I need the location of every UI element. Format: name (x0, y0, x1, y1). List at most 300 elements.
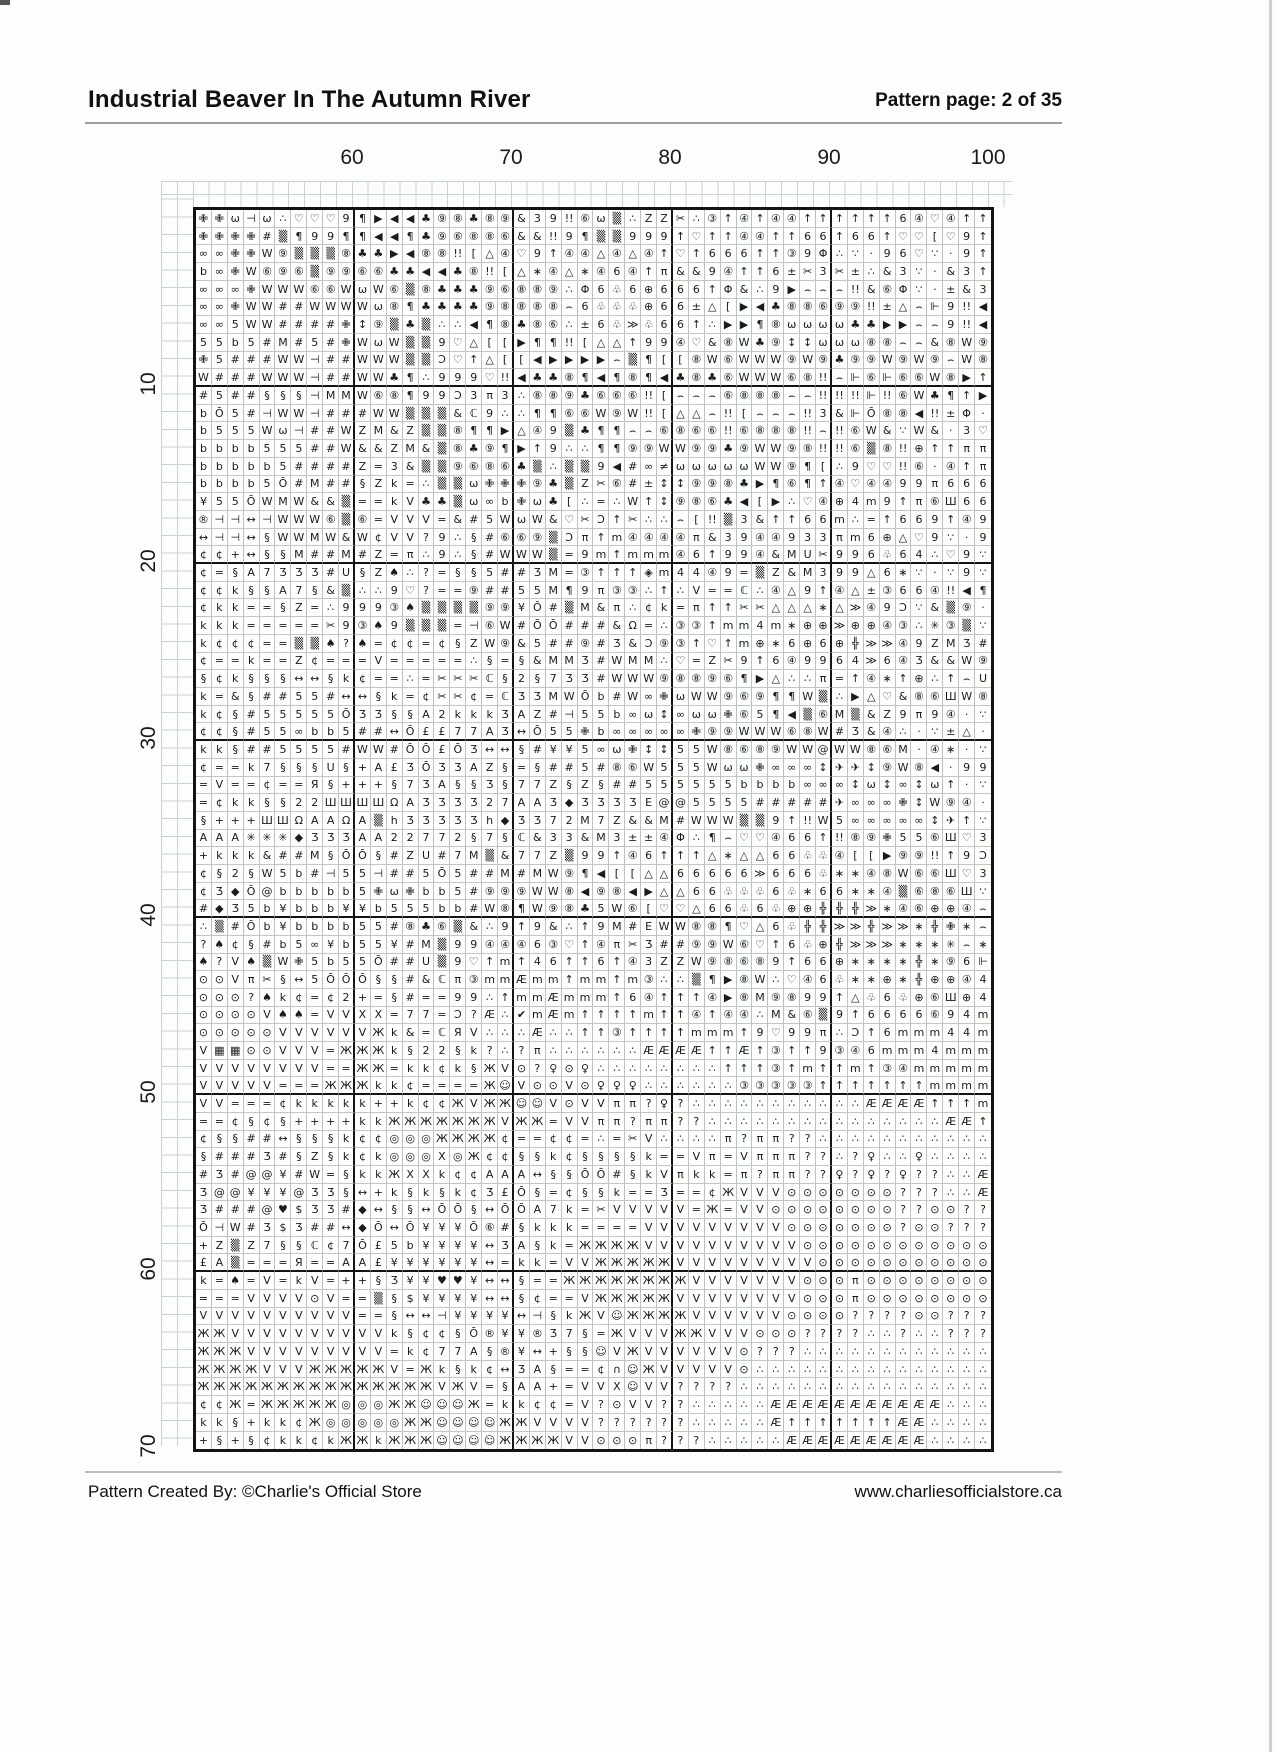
stitch-cell: 6 (816, 954, 832, 972)
stitch-cell: ④ (959, 900, 975, 918)
stitch-cell: ↑ (514, 954, 530, 972)
stitch-cell: ◀ (419, 263, 435, 281)
stitch-cell: ¢ (228, 1113, 244, 1131)
stitch-cell: ④ (880, 723, 896, 741)
stitch-cell: # (387, 741, 403, 759)
stitch-cell: Ʒ (848, 723, 864, 741)
stitch-cell: π (752, 1148, 768, 1166)
stitch-cell: Φ (816, 245, 832, 263)
stitch-cell: = (228, 653, 244, 671)
stitch-cell: ∴ (927, 1113, 943, 1131)
stitch-cell: ⑨ (721, 723, 737, 741)
stitch-cell: Ʒ (403, 759, 419, 777)
stitch-cell: ¥ (339, 900, 355, 918)
stitch-cell: = (434, 582, 450, 600)
stitch-cell: ⑧ (498, 316, 514, 334)
stitch-cell: ∴ (959, 1343, 975, 1361)
stitch-row (196, 1042, 991, 1060)
stitch-cell: # (466, 883, 482, 901)
stitch-cell: E (641, 918, 657, 936)
stitch-cell: ⑧ (737, 989, 753, 1007)
stitch-cell: ¢ (641, 599, 657, 617)
stitch-cell: # (323, 440, 339, 458)
stitch-cell: ↑ (816, 582, 832, 600)
stitch-cell: Z (371, 546, 387, 564)
stitch-cell: m (530, 971, 546, 989)
stitch-cell: # (260, 688, 276, 706)
stitch-cell: ∴ (657, 1131, 673, 1149)
stitch-cell: V (196, 1308, 212, 1326)
stitch-cell: + (307, 1113, 323, 1131)
stitch-cell: 6 (943, 476, 959, 494)
stitch-cell: V (339, 1343, 355, 1361)
stitch-cell: 6 (721, 900, 737, 918)
stitch-cell: ③ (896, 617, 912, 635)
stitch-cell: 6 (784, 936, 800, 954)
stitch-cell: ↑ (737, 1060, 753, 1078)
stitch-cell: X (371, 1007, 387, 1025)
stitch-cell: ▦ (228, 1042, 244, 1060)
stitch-cell: h (387, 812, 403, 830)
stitch-cell: ✙ (339, 334, 355, 352)
stitch-cell: ↑ (784, 812, 800, 830)
stitch-cell: !! (832, 422, 848, 440)
stitch-cell: ④ (959, 794, 975, 812)
stitch-cell: V (625, 1201, 641, 1219)
stitch-cell: Ʒ (641, 936, 657, 954)
stitch-cell: Ж (625, 1290, 641, 1308)
stitch-cell: ¢ (482, 1361, 498, 1379)
stitch-cell: ∴ (609, 493, 625, 511)
stitch-cell: ∞ (911, 812, 927, 830)
stitch-cell: V (689, 1219, 705, 1237)
stitch-cell: V (562, 1414, 578, 1432)
stitch-cell: ∴ (514, 1024, 530, 1042)
stitch-cell: ↑ (768, 245, 784, 263)
stitch-cell: & (880, 422, 896, 440)
stitch-cell: π (975, 458, 991, 476)
stitch-cell: W (244, 263, 260, 281)
stitch-cell: ∞ (196, 245, 212, 263)
stitch-cell: V (260, 1361, 276, 1379)
stitch-cell: 3 (562, 830, 578, 848)
stitch-cell: ↔ (419, 1201, 435, 1219)
stitch-cell: V (578, 1290, 594, 1308)
stitch-cell: m (943, 1060, 959, 1078)
stitch-cell: 5 (323, 706, 339, 724)
stitch-cell: ⑨ (657, 635, 673, 653)
stitch-cell: ⑨ (498, 599, 514, 617)
stitch-cell: b (291, 883, 307, 901)
stitch-cell: ⊙ (784, 1184, 800, 1202)
stitch-cell: = (450, 1077, 466, 1095)
stitch-cell: = (689, 653, 705, 671)
stitch-cell: ? (641, 1414, 657, 1432)
stitch-cell: # (228, 1201, 244, 1219)
stitch-cell: Ш (943, 830, 959, 848)
stitch-cell: ⊕ (832, 493, 848, 511)
stitch-cell: ⊣ (307, 405, 323, 423)
stitch-cell: △ (705, 847, 721, 865)
stitch-cell: ④ (625, 954, 641, 972)
stitch-cell: ▶ (721, 989, 737, 1007)
stitch-cell: ⊙ (260, 1042, 276, 1060)
stitch-cell: 6 (768, 653, 784, 671)
stitch-cell: Ж (482, 1077, 498, 1095)
stitch-cell: k (434, 1361, 450, 1379)
stitch-cell: W (705, 688, 721, 706)
stitch-cell: ⑧ (784, 422, 800, 440)
stitch-cell: 6 (625, 281, 641, 299)
stitch-cell: ® (196, 511, 212, 529)
stitch-cell: ④ (943, 458, 959, 476)
stitch-cell: ↑ (832, 1077, 848, 1095)
stitch-cell: ▶ (896, 316, 912, 334)
stitch-cell: k (196, 706, 212, 724)
stitch-cell: ↑ (896, 1077, 912, 1095)
stitch-cell: Æ (864, 1432, 880, 1450)
stitch-cell: M (896, 741, 912, 759)
stitch-cell: # (244, 706, 260, 724)
stitch-cell: ∗ (959, 918, 975, 936)
stitch-cell: & (673, 263, 689, 281)
stitch-cell: # (323, 476, 339, 494)
stitch-row (196, 1007, 991, 1025)
stitch-cell: V (641, 1237, 657, 1255)
stitch-cell: ∗ (864, 954, 880, 972)
stitch-cell: Ō (434, 1201, 450, 1219)
stitch-cell: ⊙ (832, 1308, 848, 1326)
stitch-cell: ◎ (371, 1414, 387, 1432)
stitch-cell: ↑ (943, 1095, 959, 1113)
stitch-cell: ✂ (466, 670, 482, 688)
stitch-cell: ∴ (959, 1361, 975, 1379)
stitch-cell: ④ (768, 210, 784, 228)
stitch-cell: ▒ (450, 599, 466, 617)
stitch-cell: 7 (434, 830, 450, 848)
stitch-cell: § (355, 476, 371, 494)
page-number-info: Pattern page: 2 of 35 (875, 90, 1062, 111)
stitch-cell: ∞ (307, 936, 323, 954)
stitch-cell: ↑ (832, 210, 848, 228)
stitch-cell: ↔ (244, 546, 260, 564)
stitch-cell: ∞ (212, 299, 228, 317)
stitch-cell: ± (784, 263, 800, 281)
stitch-cell: ∴ (419, 476, 435, 494)
stitch-cell: = (212, 564, 228, 582)
stitch-cell: Ʒ (450, 794, 466, 812)
stitch-cell: ↑ (609, 847, 625, 865)
stitch-cell: ↑ (816, 476, 832, 494)
stitch-cell: # (339, 369, 355, 387)
stitch-cell: ∗ (848, 883, 864, 901)
stitch-cell: ③ (784, 245, 800, 263)
stitch-cell: V (275, 1325, 291, 1343)
stitch-cell: Ō (339, 971, 355, 989)
stitch-cell: ③ (673, 617, 689, 635)
stitch-cell: § (260, 387, 276, 405)
stitch-cell: ∴ (784, 1095, 800, 1113)
stitch-cell: m (737, 635, 753, 653)
stitch-cell: ¢ (196, 546, 212, 564)
stitch-cell: V (212, 777, 228, 795)
stitch-cell: ⑧ (530, 281, 546, 299)
stitch-cell: ③ (752, 1077, 768, 1095)
stitch-cell: V (800, 1254, 816, 1272)
stitch-cell: 5 (371, 918, 387, 936)
stitch-cell: ⊙ (911, 1272, 927, 1290)
stitch-cell: Ж (371, 1060, 387, 1078)
stitch-cell: ✙ (578, 723, 594, 741)
stitch-cell: 4 (959, 1024, 975, 1042)
stitch-cell: ∗ (927, 936, 943, 954)
stitch-cell: Ш (260, 812, 276, 830)
stitch-cell: ⑨ (927, 352, 943, 370)
stitch-cell: m (721, 1024, 737, 1042)
stitch-cell: k (387, 1024, 403, 1042)
stitch-cell: ③ (832, 1042, 848, 1060)
stitch-cell: Æ (896, 1432, 912, 1450)
stitch-cell: ♡ (657, 900, 673, 918)
stitch-cell: ∴ (911, 617, 927, 635)
stitch-cell: ④ (943, 706, 959, 724)
stitch-cell: ⑧ (514, 299, 530, 317)
stitch-cell: ✙ (196, 210, 212, 228)
stitch-cell: ∴ (896, 1361, 912, 1379)
stitch-cell: k (450, 1184, 466, 1202)
stitch-cell: ✂ (721, 653, 737, 671)
stitch-cell: # (212, 1148, 228, 1166)
stitch-cell: 6 (864, 529, 880, 547)
stitch-cell: V (466, 1378, 482, 1396)
stitch-cell: ⊣ (307, 352, 323, 370)
stitch-cell: k (196, 617, 212, 635)
stitch-cell: 9 (768, 954, 784, 972)
stitch-cell: ♧ (609, 316, 625, 334)
stitch-cell: W (355, 299, 371, 317)
stitch-cell: b (275, 883, 291, 901)
stitch-cell: ↔ (387, 1219, 403, 1237)
stitch-cell: Ж (339, 1361, 355, 1379)
stitch-cell: ∴ (959, 1396, 975, 1414)
stitch-cell: & (514, 210, 530, 228)
stitch-cell: # (609, 688, 625, 706)
stitch-cell: 7 (498, 794, 514, 812)
stitch-cell: ⊙ (880, 1184, 896, 1202)
stitch-cell: ⑧ (419, 281, 435, 299)
stitch-cell: ¢ (562, 1184, 578, 1202)
stitch-cell: M (466, 847, 482, 865)
stitch-cell: ◆ (355, 1219, 371, 1237)
stitch-row (196, 847, 991, 865)
stitch-cell: ⊙ (625, 1432, 641, 1450)
stitch-cell: § (291, 1148, 307, 1166)
stitch-cell: ⊙ (880, 1272, 896, 1290)
stitch-cell: ⌢ (673, 511, 689, 529)
stitch-cell: ⑥ (800, 1007, 816, 1025)
stitch-cell: 5 (196, 334, 212, 352)
stitch-cell: ¢ (562, 1148, 578, 1166)
stitch-cell: 3 (800, 529, 816, 547)
stitch-cell: = (275, 617, 291, 635)
stitch-cell: = (578, 1219, 594, 1237)
stitch-cell: M (578, 599, 594, 617)
stitch-cell: m (911, 1060, 927, 1078)
stitch-cell: V (307, 1042, 323, 1060)
stitch-cell: ? (943, 1219, 959, 1237)
stitch-cell: ? (784, 1343, 800, 1361)
stitch-cell: Ʒ (546, 794, 562, 812)
stitch-cell: ∴ (911, 1343, 927, 1361)
stitch-cell: △ (482, 245, 498, 263)
stitch-cell: ? (673, 1378, 689, 1396)
stitch-cell: ✙ (339, 316, 355, 334)
stitch-cell: = (228, 1290, 244, 1308)
stitch-cell: 6 (657, 299, 673, 317)
stitch-cell: V (260, 1308, 276, 1326)
stitch-cell: ? (911, 1201, 927, 1219)
stitch-cell: = (403, 688, 419, 706)
stitch-cell: = (228, 759, 244, 777)
stitch-cell: ♡ (737, 830, 753, 848)
stitch-cell: 3 (530, 210, 546, 228)
stitch-cell: ↔ (419, 1308, 435, 1326)
stitch-cell: Ж (403, 1414, 419, 1432)
stitch-cell: 9 (419, 387, 435, 405)
stitch-cell: ¢ (434, 1095, 450, 1113)
stitch-cell: ⊙ (800, 1201, 816, 1219)
stitch-cell: W (355, 741, 371, 759)
stitch-cell: ④ (625, 263, 641, 281)
stitch-cell: ∴ (752, 1007, 768, 1025)
stitch-cell: Ʒ (307, 1184, 323, 1202)
stitch-cell: ☺ (625, 1361, 641, 1379)
stitch-cell: Æ (784, 1396, 800, 1414)
stitch-cell: 5 (355, 883, 371, 901)
stitch-cell: ⌢ (975, 918, 991, 936)
stitch-cell: ◎ (339, 1414, 355, 1432)
stitch-cell: # (434, 847, 450, 865)
stitch-cell: ? (625, 1414, 641, 1432)
stitch-cell: 5 (562, 723, 578, 741)
stitch-cell: V (212, 1060, 228, 1078)
stitch-cell: ω (673, 688, 689, 706)
stitch-cell: # (307, 316, 323, 334)
stitch-cell: W (355, 387, 371, 405)
stitch-cell: 5 (911, 830, 927, 848)
stitch-cell: ♡ (880, 688, 896, 706)
stitch-cell: ♧ (816, 865, 832, 883)
stitch-cell: m (959, 1077, 975, 1095)
stitch-cell: ¥ (498, 1325, 514, 1343)
stitch-cell: # (562, 635, 578, 653)
stitch-cell: ↔ (291, 971, 307, 989)
stitch-row (196, 476, 991, 494)
stitch-cell: Ж (403, 1432, 419, 1450)
stitch-cell: ⑧ (546, 387, 562, 405)
stitch-cell: W (593, 405, 609, 423)
stitch-cell: § (387, 1308, 403, 1326)
stitch-cell: 6 (768, 865, 784, 883)
stitch-cell: = (196, 777, 212, 795)
stitch-cell: V (737, 1290, 753, 1308)
stitch-cell: ¶ (593, 422, 609, 440)
stitch-cell: V (657, 1219, 673, 1237)
stitch-cell: Z (673, 954, 689, 972)
stitch-cell: ∵ (975, 617, 991, 635)
stitch-cell: § (244, 1432, 260, 1450)
stitch-cell: ω (864, 777, 880, 795)
stitch-cell: ∗ (721, 847, 737, 865)
stitch-cell: ¶ (641, 369, 657, 387)
stitch-cell: § (403, 1184, 419, 1202)
stitch-cell: ⊣ (307, 387, 323, 405)
stitch-cell: ③ (546, 936, 562, 954)
stitch-cell: ✈ (848, 759, 864, 777)
stitch-cell: ∴ (832, 1095, 848, 1113)
stitch-cell: § (403, 1325, 419, 1343)
stitch-cell: ∴ (450, 316, 466, 334)
stitch-cell: ⌢ (705, 387, 721, 405)
stitch-cell: ∴ (419, 546, 435, 564)
stitch-cell: ↑ (959, 387, 975, 405)
stitch-cell: ♧ (768, 900, 784, 918)
stitch-cell: V (737, 1272, 753, 1290)
stitch-cell: # (323, 1219, 339, 1237)
stitch-cell: # (339, 352, 355, 370)
stitch-cell: Z (307, 1148, 323, 1166)
stitch-cell: V (641, 1201, 657, 1219)
stitch-cell: # (514, 617, 530, 635)
stitch-cell: ω (816, 316, 832, 334)
stitch-cell: § (387, 1290, 403, 1308)
stitch-cell: ∴ (864, 263, 880, 281)
stitch-cell: ⊙ (832, 1219, 848, 1237)
stitch-cell: Ж (403, 1113, 419, 1131)
stitch-cell: m (975, 1095, 991, 1113)
stitch-cell: V (275, 1343, 291, 1361)
stitch-cell: 9 (896, 476, 912, 494)
stitch-cell: = (546, 1254, 562, 1272)
stitch-cell: ∴ (975, 1361, 991, 1379)
stitch-cell: b (196, 405, 212, 423)
stitch-cell: m (848, 529, 864, 547)
stitch-cell: ∴ (911, 1361, 927, 1379)
stitch-cell: V (673, 1343, 689, 1361)
stitch-cell: ? (975, 1308, 991, 1326)
stitch-cell: ⑨ (768, 989, 784, 1007)
stitch-cell: ◎ (450, 1148, 466, 1166)
stitch-cell: 9 (816, 1042, 832, 1060)
stitch-cell: k (228, 582, 244, 600)
stitch-cell: ☺ (434, 1432, 450, 1450)
stitch-cell: V (625, 1396, 641, 1414)
stitch-cell: ∴ (848, 1113, 864, 1131)
stitch-cell: ♣ (737, 476, 753, 494)
stitch-cell: Z (355, 458, 371, 476)
stitch-cell: ♣ (546, 476, 562, 494)
stitch-cell: ∴ (721, 1414, 737, 1432)
stitch-cell: # (244, 352, 260, 370)
stitch-cell: 6 (689, 883, 705, 901)
stitch-cell: 6 (880, 564, 896, 582)
stitch-row (196, 706, 991, 724)
stitch-cell: # (355, 405, 371, 423)
stitch-cell: W (228, 1219, 244, 1237)
stitch-cell: k (530, 1254, 546, 1272)
stitch-cell: 9 (800, 582, 816, 600)
stitch-cell: ✙ (943, 918, 959, 936)
